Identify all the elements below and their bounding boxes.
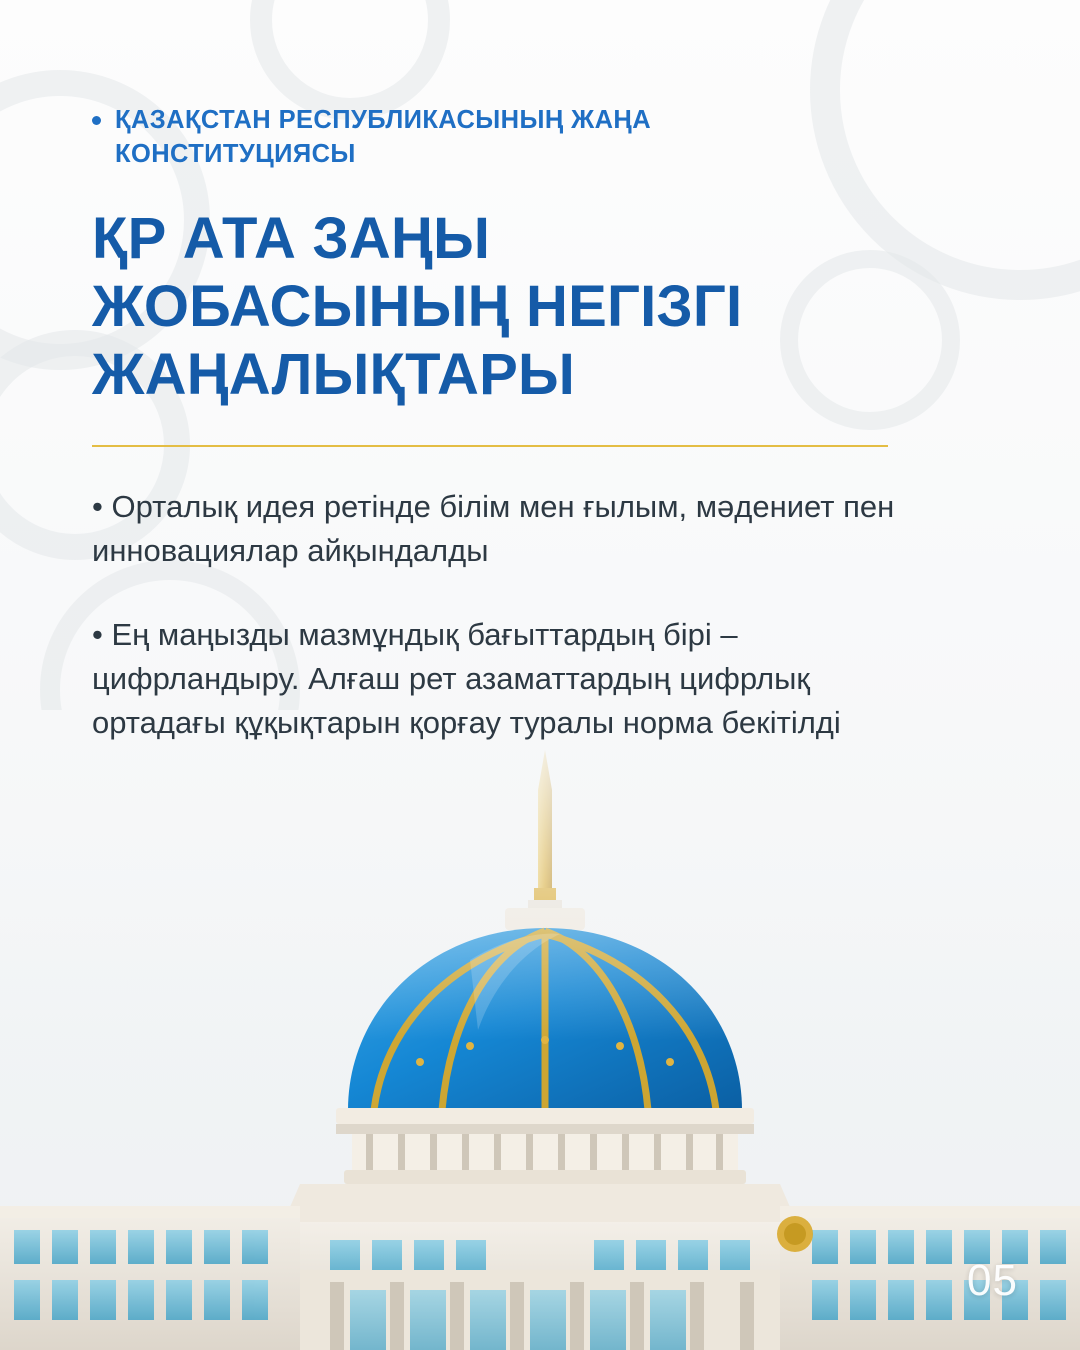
eyebrow xyxy=(92,104,988,171)
palace-illustration xyxy=(0,710,1080,1350)
palace-left-wing xyxy=(0,1206,300,1350)
palace-portico xyxy=(300,1270,780,1350)
page-title: ҚР АТА ЗАҢЫ ЖОБАСЫНЫҢ НЕГІЗГІ ЖАҢАЛЫҚТАРЫ xyxy=(92,206,743,408)
dome-colonnade xyxy=(344,1134,746,1184)
list-item: • Ең маңызды мазмұндық бағыттардың бірі – цифрландыру. Алғаш рет азаматтардың цифрлық ортадағы құқықтарын қорғау туралы норма бекітілді xyxy=(92,616,841,740)
body-list xyxy=(92,485,922,745)
palace-right-wing xyxy=(780,1206,1080,1350)
divider xyxy=(92,445,888,447)
eyebrow-text: ҚАЗАҚСТАН РЕСПУБЛИКАСЫНЫҢ ЖАҢА КОНСТИТУЦИЯСЫ xyxy=(115,106,652,168)
list-item: • Орталық идея ретінде білім мен ғылым, мәдениет пен инновациялар айқындалды xyxy=(92,488,895,568)
palace-photo xyxy=(0,710,1080,1350)
page-number: 05 xyxy=(967,1256,1018,1305)
bullet-dot-icon xyxy=(92,116,101,125)
emblem-icon xyxy=(777,1216,813,1252)
